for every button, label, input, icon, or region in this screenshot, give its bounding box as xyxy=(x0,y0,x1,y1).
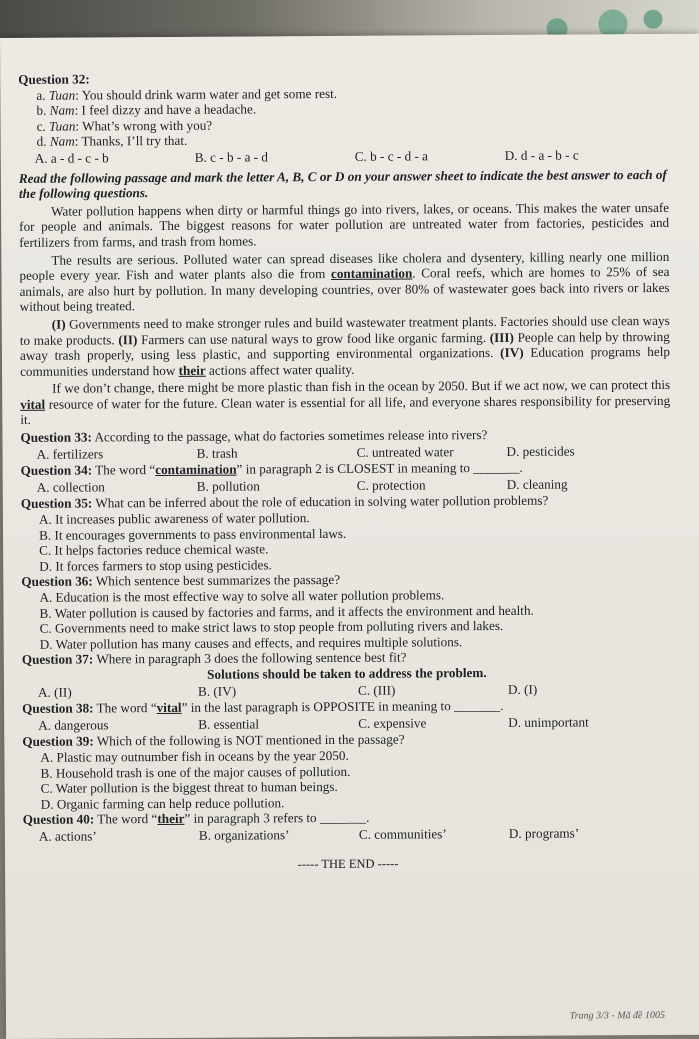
q32-option-c[interactable]: C. b - c - d - a xyxy=(354,148,429,164)
page-footer: Trang 3/3 - Mã đề 1005 xyxy=(569,1009,666,1022)
q37-stem: Question 37: Where in paragraph 3 does the following sentence best fit? xyxy=(21,649,407,668)
q36-option-b[interactable]: B. Water pollution is caused by factories and farms, and it affects the environment and health. xyxy=(39,602,534,621)
the-end: ----- THE END ----- xyxy=(297,856,399,871)
q36-option-c[interactable]: C. Governments need to make strict laws to stop people from polluting rivers and lakes. xyxy=(39,618,504,636)
q40-option-c[interactable]: C. communities’ xyxy=(358,826,447,842)
q32-title: Question 32: xyxy=(18,71,90,87)
q32-options xyxy=(19,147,669,167)
q38-option-d[interactable]: D. unimportant xyxy=(508,714,589,730)
q32-line-b: b. Nam: I feel dizzy and have a headache. xyxy=(36,101,257,118)
q38-option-a[interactable]: A. dangerous xyxy=(38,717,109,733)
q35-option-d[interactable]: D. It forces farmers to stop using pesticides. xyxy=(39,557,272,574)
q32-line-d: d. Nam: Thanks, I’ll try that. xyxy=(36,133,188,150)
q40-option-a[interactable]: A. actions’ xyxy=(38,828,97,844)
q35-option-c[interactable]: C. It helps factories reduce chemical waste. xyxy=(39,541,269,558)
q35-option-a[interactable]: A. It increases public awareness of water pollution. xyxy=(38,510,310,527)
q37-option-b[interactable]: B. (IV) xyxy=(197,683,237,699)
q37-option-a[interactable]: A. (II) xyxy=(37,684,72,700)
exam-content xyxy=(18,64,673,874)
q36-option-a[interactable]: A. Education is the most effective way to solve all water pollution problems. xyxy=(39,587,445,605)
q35-option-b[interactable]: B. It encourages governments to pass environmental laws. xyxy=(38,525,347,543)
q32-line-c: c. Tuan: What’s wrong with you? xyxy=(36,117,213,134)
q34-option-d[interactable]: D. cleaning xyxy=(506,476,568,492)
q40-option-d[interactable]: D. programs’ xyxy=(508,825,580,841)
reading-instruction: Read the following passage and mark the letter A, B, C or D on your answer sheet to indicate the best answer to each of the following questions. xyxy=(18,166,667,202)
q40-options xyxy=(23,825,673,845)
q40-stem: Question 40: The word “their” in paragraph 3 refers to _______. xyxy=(22,810,370,828)
q32-option-d[interactable]: D. d - a - b - c xyxy=(504,147,579,163)
q32-option-a[interactable]: A. a - d - c - b xyxy=(34,150,109,166)
q38-option-b[interactable]: B. essential xyxy=(198,716,260,732)
q33-option-d[interactable]: D. pesticides xyxy=(506,443,575,459)
q36-option-d[interactable]: D. Water pollution has many causes and effects, and requires multiple solutions. xyxy=(39,633,463,652)
q33-option-b[interactable]: B. trash xyxy=(196,445,238,461)
q38-stem: Question 38: The word “vital” in the last paragraph is OPPOSITE in meaning to _______. xyxy=(22,698,504,717)
q37-option-d[interactable]: D. (I) xyxy=(507,681,538,697)
q38-option-c[interactable]: C. expensive xyxy=(358,715,427,731)
q39-option-d[interactable]: D. Organic farming can help reduce pollution. xyxy=(40,794,285,812)
q34-stem: Question 34: The word “contamination” in paragraph 2 is CLOSEST in meaning to _______. xyxy=(20,460,523,479)
q32-option-b[interactable]: B. c - b - a - d xyxy=(194,149,269,165)
q33-stem: Question 33: According to the passage, what do factories sometimes release into rivers? xyxy=(20,427,488,445)
q34-option-a[interactable]: A. collection xyxy=(36,479,105,495)
q34-option-b[interactable]: B. pollution xyxy=(196,478,260,494)
passage-paragraph-4: If we don’t change, there might be more plastic than fish in the ocean by 2050. But if we act now, we can protect this vital resource of water for the future. Clean water is essential for all life, and everyone shares responsibility for preserving it. xyxy=(20,377,671,428)
q39-option-a[interactable]: A. Plastic may outnumber fish in oceans by the year 2050. xyxy=(40,747,349,765)
passage-paragraph-3: (I) Governments need to make stronger rules and build wastewater treatment plants. Factories should use clean ways to make products. (II) Farmers can use natural ways to grow food like organic farming. (III) People can help by throwing away trash properly, using less plastic, and supporting environmental organizations. (IV) Education programs help communities understand how their actions affect water quality. xyxy=(19,312,670,379)
passage-paragraph-2: The results are serious. Polluted water can spread diseases like cholera and dysentery, killing nearly one million people every year. Fish and water plants also die from contamination. Coral reefs, which are homes to 25% of sea animals, are also hurt by pollution. In many developing countries, over 80% of wastewater goes back into rivers or lakes without being treated. xyxy=(19,248,670,315)
q39-option-c[interactable]: C. Water pollution is the biggest threat to human beings. xyxy=(40,779,338,796)
q33-option-c[interactable]: C. untreated water xyxy=(356,443,454,460)
q40-option-b[interactable]: B. organizations’ xyxy=(198,827,290,843)
q36-stem: Question 36: Which sentence best summarizes the passage? xyxy=(21,572,341,590)
q39-stem: Question 39: Which of the following is NOT mentioned in the passage? xyxy=(22,731,405,750)
q37-sentence: Solutions should be taken to address the problem. xyxy=(207,665,487,682)
passage-paragraph-1: Water pollution happens when dirty or harmful things go into rivers, lakes, or oceans. This makes the water unsafe for people and animals. The biggest reasons for water pollution are untreated water from factories, pesticides and fertilizers from farms, and trash from homes. xyxy=(19,199,670,250)
q34-option-c[interactable]: C. protection xyxy=(356,477,426,493)
q39-option-b[interactable]: B. Household trash is one of the major causes of pollution. xyxy=(40,763,351,781)
q32-line-a: a. Tuan: You should drink warm water and get some rest. xyxy=(36,85,338,103)
q35-stem: Question 35: What can be inferred about the role of education in solving water pollution problems? xyxy=(20,493,549,512)
q37-option-c[interactable]: C. (III) xyxy=(357,682,396,698)
exam-paper xyxy=(0,34,699,1039)
q33-option-a[interactable]: A. fertilizers xyxy=(36,446,104,462)
